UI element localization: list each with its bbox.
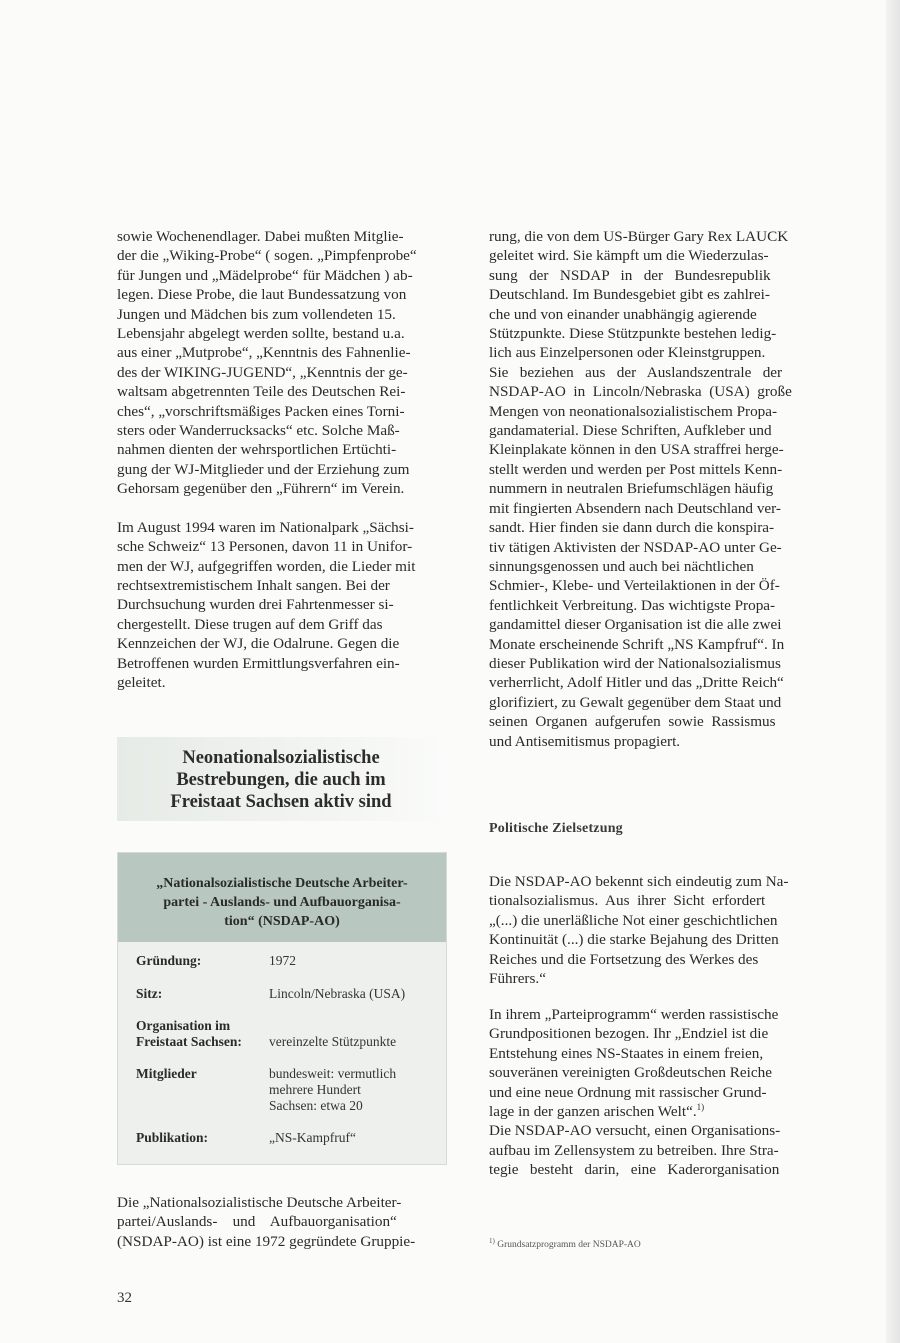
page-edge-shadow bbox=[886, 0, 900, 1343]
fact-label: Gründung: bbox=[136, 953, 202, 968]
text-line: Monate erscheinende Schrift „NS Kampfruf“. In bbox=[489, 635, 785, 653]
text-line: und Antisemitismus propagiert. bbox=[489, 732, 681, 750]
text-line: partei/Auslands- und Aufbauorganisation“ bbox=[117, 1213, 397, 1231]
text-line bbox=[489, 1102, 825, 1121]
text-line: rechtsextremistischem Inhalt sangen. Bei der bbox=[117, 576, 390, 594]
text-line: Jungen und Mädchen bis zum vollendeten 15. bbox=[117, 305, 396, 323]
text-line: glorifiziert, zu Gewalt gegenüber dem Staat und bbox=[489, 693, 782, 711]
section-title-line: Freistaat Sachsen aktiv sind bbox=[170, 792, 392, 812]
footnote-marker: 1) bbox=[489, 1237, 495, 1245]
text-line: (NSDAP-AO) ist eine 1972 gegründete Gruppie- bbox=[117, 1232, 416, 1250]
text-line: lich aus Einzelpersonen oder Kleinstgruppen. bbox=[489, 344, 766, 362]
text-line: Kleinplakate können in den USA straffrei herge- bbox=[489, 441, 784, 459]
left-para-2 bbox=[117, 518, 445, 693]
fact-value: 1972 bbox=[269, 953, 296, 968]
page-number: 32 bbox=[117, 1290, 132, 1306]
text-line: Kennzeichen der WJ, die Odalrune. Gegen die bbox=[117, 635, 400, 653]
text-line: Durchsuchung wurden drei Fahrtenmesser si- bbox=[117, 596, 394, 614]
text-line: Entstehung eines NS-Staates in einem freien, bbox=[489, 1044, 764, 1062]
text-line: men der WJ, aufgegriffen worden, die Lieder mit bbox=[117, 557, 416, 575]
right-para-1 bbox=[489, 227, 825, 751]
text-line: „(...) die unerläßliche Not einer geschichtlichen bbox=[489, 911, 778, 929]
text-line: ches“, „vorschriftsmäßiges Packen eines Torni- bbox=[117, 402, 405, 420]
text-line: In ihrem „Parteiprogramm“ werden rassistische bbox=[489, 1006, 779, 1023]
text-line: verherrlicht, Adolf Hitler und das „Dritte Reich“ bbox=[489, 674, 784, 692]
text-line: Die NSDAP-AO bekennt sich eindeutig zum Na- bbox=[489, 873, 789, 890]
text-line: legen. Diese Probe, die laut Bundessatzung von bbox=[117, 286, 407, 304]
text-line: sters oder Wanderrucksacks“ etc. Solche Maß- bbox=[117, 422, 400, 440]
text-line: Grundpositionen bezogen. Ihr „Endziel ist die bbox=[489, 1025, 769, 1043]
fact-box-header bbox=[118, 853, 446, 942]
text-line: sche Schweiz“ 13 Personen, davon 11 in Unifor- bbox=[117, 538, 413, 556]
text-line: rung, die von dem US-Bürger Gary Rex LAUCK bbox=[489, 228, 789, 245]
fact-value: vereinzelte Stützpunkte bbox=[269, 1034, 397, 1049]
text-line: gandamittel dieser Organisation ist die alle zwei bbox=[489, 616, 782, 634]
fact-box-title bbox=[118, 874, 446, 931]
section-title bbox=[117, 747, 445, 813]
fact-label: Mitglieder bbox=[136, 1066, 197, 1081]
text-line: nummern in neutralen Briefumschlägen häufig bbox=[489, 480, 774, 498]
text-line: geleitet wird. Sie kämpft um die Wiederzulas- bbox=[489, 247, 769, 265]
left-para-1 bbox=[117, 227, 445, 499]
text-line: tiv tätigen Aktivisten der NSDAP-AO unter Ge- bbox=[489, 538, 782, 556]
fact-box bbox=[117, 852, 447, 1165]
text-line: sowie Wochenendlager. Dabei mußten Mitglie- bbox=[117, 228, 404, 245]
text-line: che und von einander unabhängig agierende bbox=[489, 305, 757, 323]
text-line: sandt. Hier finden sie dann durch die konspira- bbox=[489, 519, 775, 537]
right-para-2 bbox=[489, 872, 825, 988]
text-line: und eine neue Ordnung mit rassischer Grund- bbox=[489, 1083, 767, 1101]
text-line: gandamaterial. Diese Schriften, Aufkleber und bbox=[489, 422, 772, 440]
text-line: Führers.“ bbox=[489, 970, 546, 988]
text-line: für Jungen und „Mädelprobe“ für Mädchen ) ab- bbox=[117, 266, 413, 284]
fact-box-title-line: tion“ (NSDAP-AO) bbox=[224, 914, 340, 929]
text-line: Stützpunkte. Diese Stützpunkte bestehen ledig- bbox=[489, 325, 777, 343]
text-line: Die NSDAP-AO versucht, einen Organisations- bbox=[489, 1122, 781, 1140]
text-line: geleitet. bbox=[117, 673, 166, 691]
text-line: Deutschland. Im Bundesgebiet gibt es zahlrei- bbox=[489, 286, 770, 304]
text-line: chergestellt. Diese trugen auf dem Griff das bbox=[117, 615, 383, 633]
fact-box-title-line: „Nationalsozialistische Deutsche Arbeiter- bbox=[156, 876, 408, 891]
footnote-reference: 1) bbox=[696, 1101, 705, 1112]
text-line: NSDAP-AO in Lincoln/Nebraska (USA) große bbox=[489, 383, 792, 401]
text-line: der die „Wiking-Probe“ ( sogen. „Pimpfenprobe“ bbox=[117, 247, 417, 265]
text-line-content: lage in der ganzen arischen Welt“. bbox=[489, 1103, 697, 1121]
section-title-line: Neonationalsozialistische bbox=[182, 748, 380, 768]
text-line: tionalsozialismus. Aus ihrer Sicht erfordert bbox=[489, 892, 766, 910]
fact-value: Lincoln/Nebraska (USA) bbox=[269, 986, 406, 1001]
text-line: tegie besteht darin, eine Kaderorganisation bbox=[489, 1161, 780, 1179]
text-line: gung der WJ-Mitglieder und der Erziehung zum bbox=[117, 460, 410, 478]
text-line: Lebensjahr abgelegt werden sollte, bestand u.a. bbox=[117, 325, 405, 343]
text-line: fentlichkeit Verbreitung. Das wichtigste Propa- bbox=[489, 596, 776, 614]
text-line: souveränen vereinigten Großdeutschen Reiche bbox=[489, 1064, 772, 1082]
left-column bbox=[117, 227, 445, 692]
fact-box-title-line: partei - Auslands- und Aufbauorganisa- bbox=[163, 895, 401, 910]
text-line: dieser Publikation wird der Nationalsozialismus bbox=[489, 654, 781, 672]
right-column bbox=[489, 227, 825, 751]
text-line: seinen Organen aufgerufen sowie Rassismus bbox=[489, 713, 776, 731]
text-line: Sie beziehen aus der Auslandszentrale der bbox=[489, 363, 783, 381]
text-line: waltsam abgetrennten Teile des Deutschen Rei- bbox=[117, 383, 406, 401]
footnote-text: Grundsatzprogramm der NSDAP-AO bbox=[497, 1240, 641, 1251]
text-line: des der WIKING-JUGEND“, „Kenntnis der ge- bbox=[117, 363, 408, 381]
section-title-line: Bestrebungen, die auch im bbox=[176, 770, 386, 790]
text-line: Reiches und die Fortsetzung des Werkes des bbox=[489, 950, 759, 968]
text-line: mit fingierten Absendern nach Deutschland ver- bbox=[489, 499, 781, 517]
text-line: aufbau im Zellensystem zu betreiben. Ihre Stra- bbox=[489, 1141, 779, 1159]
text-line: sinnungsgenossen und auch bei nächtlichen bbox=[489, 557, 754, 575]
footnote bbox=[489, 1237, 641, 1250]
text-line: Im August 1994 waren im Nationalpark „Sächsi- bbox=[117, 518, 414, 536]
fact-value: bundesweit: vermutlich mehrere Hundert Sachsen: etwa 20 bbox=[269, 1066, 397, 1113]
fact-label: Organisation im Freistaat Sachsen: bbox=[136, 1018, 242, 1049]
text-line: stellt werden und werden per Post mittels Kenn- bbox=[489, 460, 783, 478]
left-para-3 bbox=[117, 1193, 445, 1251]
text-line: aus einer „Mutprobe“, „Kenntnis des Fahnenlie- bbox=[117, 344, 411, 362]
text-line: Betroffenen wurden Ermittlungsverfahren ein- bbox=[117, 654, 400, 672]
fact-label: Sitz: bbox=[136, 986, 163, 1001]
text-line: Mengen von neonationalsozialistischem Propa- bbox=[489, 402, 778, 420]
text-line: Kontinuität (...) die starke Bejahung des Dritten bbox=[489, 931, 779, 949]
fact-label: Publikation: bbox=[136, 1130, 209, 1145]
fact-value: „NS-Kampfruf“ bbox=[269, 1130, 356, 1145]
text-line: Gehorsam gegenüber den „Führern“ im Verein. bbox=[117, 480, 405, 498]
text-line: sung der NSDAP in der Bundesrepublik bbox=[489, 266, 771, 284]
text-line: nahmen dienten der wehrsportlichen Ertüchti- bbox=[117, 441, 397, 459]
text-line: Die „Nationalsozialistische Deutsche Arbeiter- bbox=[117, 1194, 402, 1211]
right-para-3 bbox=[489, 1005, 825, 1180]
section-heading-politische-zielsetzung: Politische Zielsetzung bbox=[489, 821, 623, 836]
text-line: Schmier-, Klebe- und Verteilaktionen in der Öf- bbox=[489, 577, 780, 595]
